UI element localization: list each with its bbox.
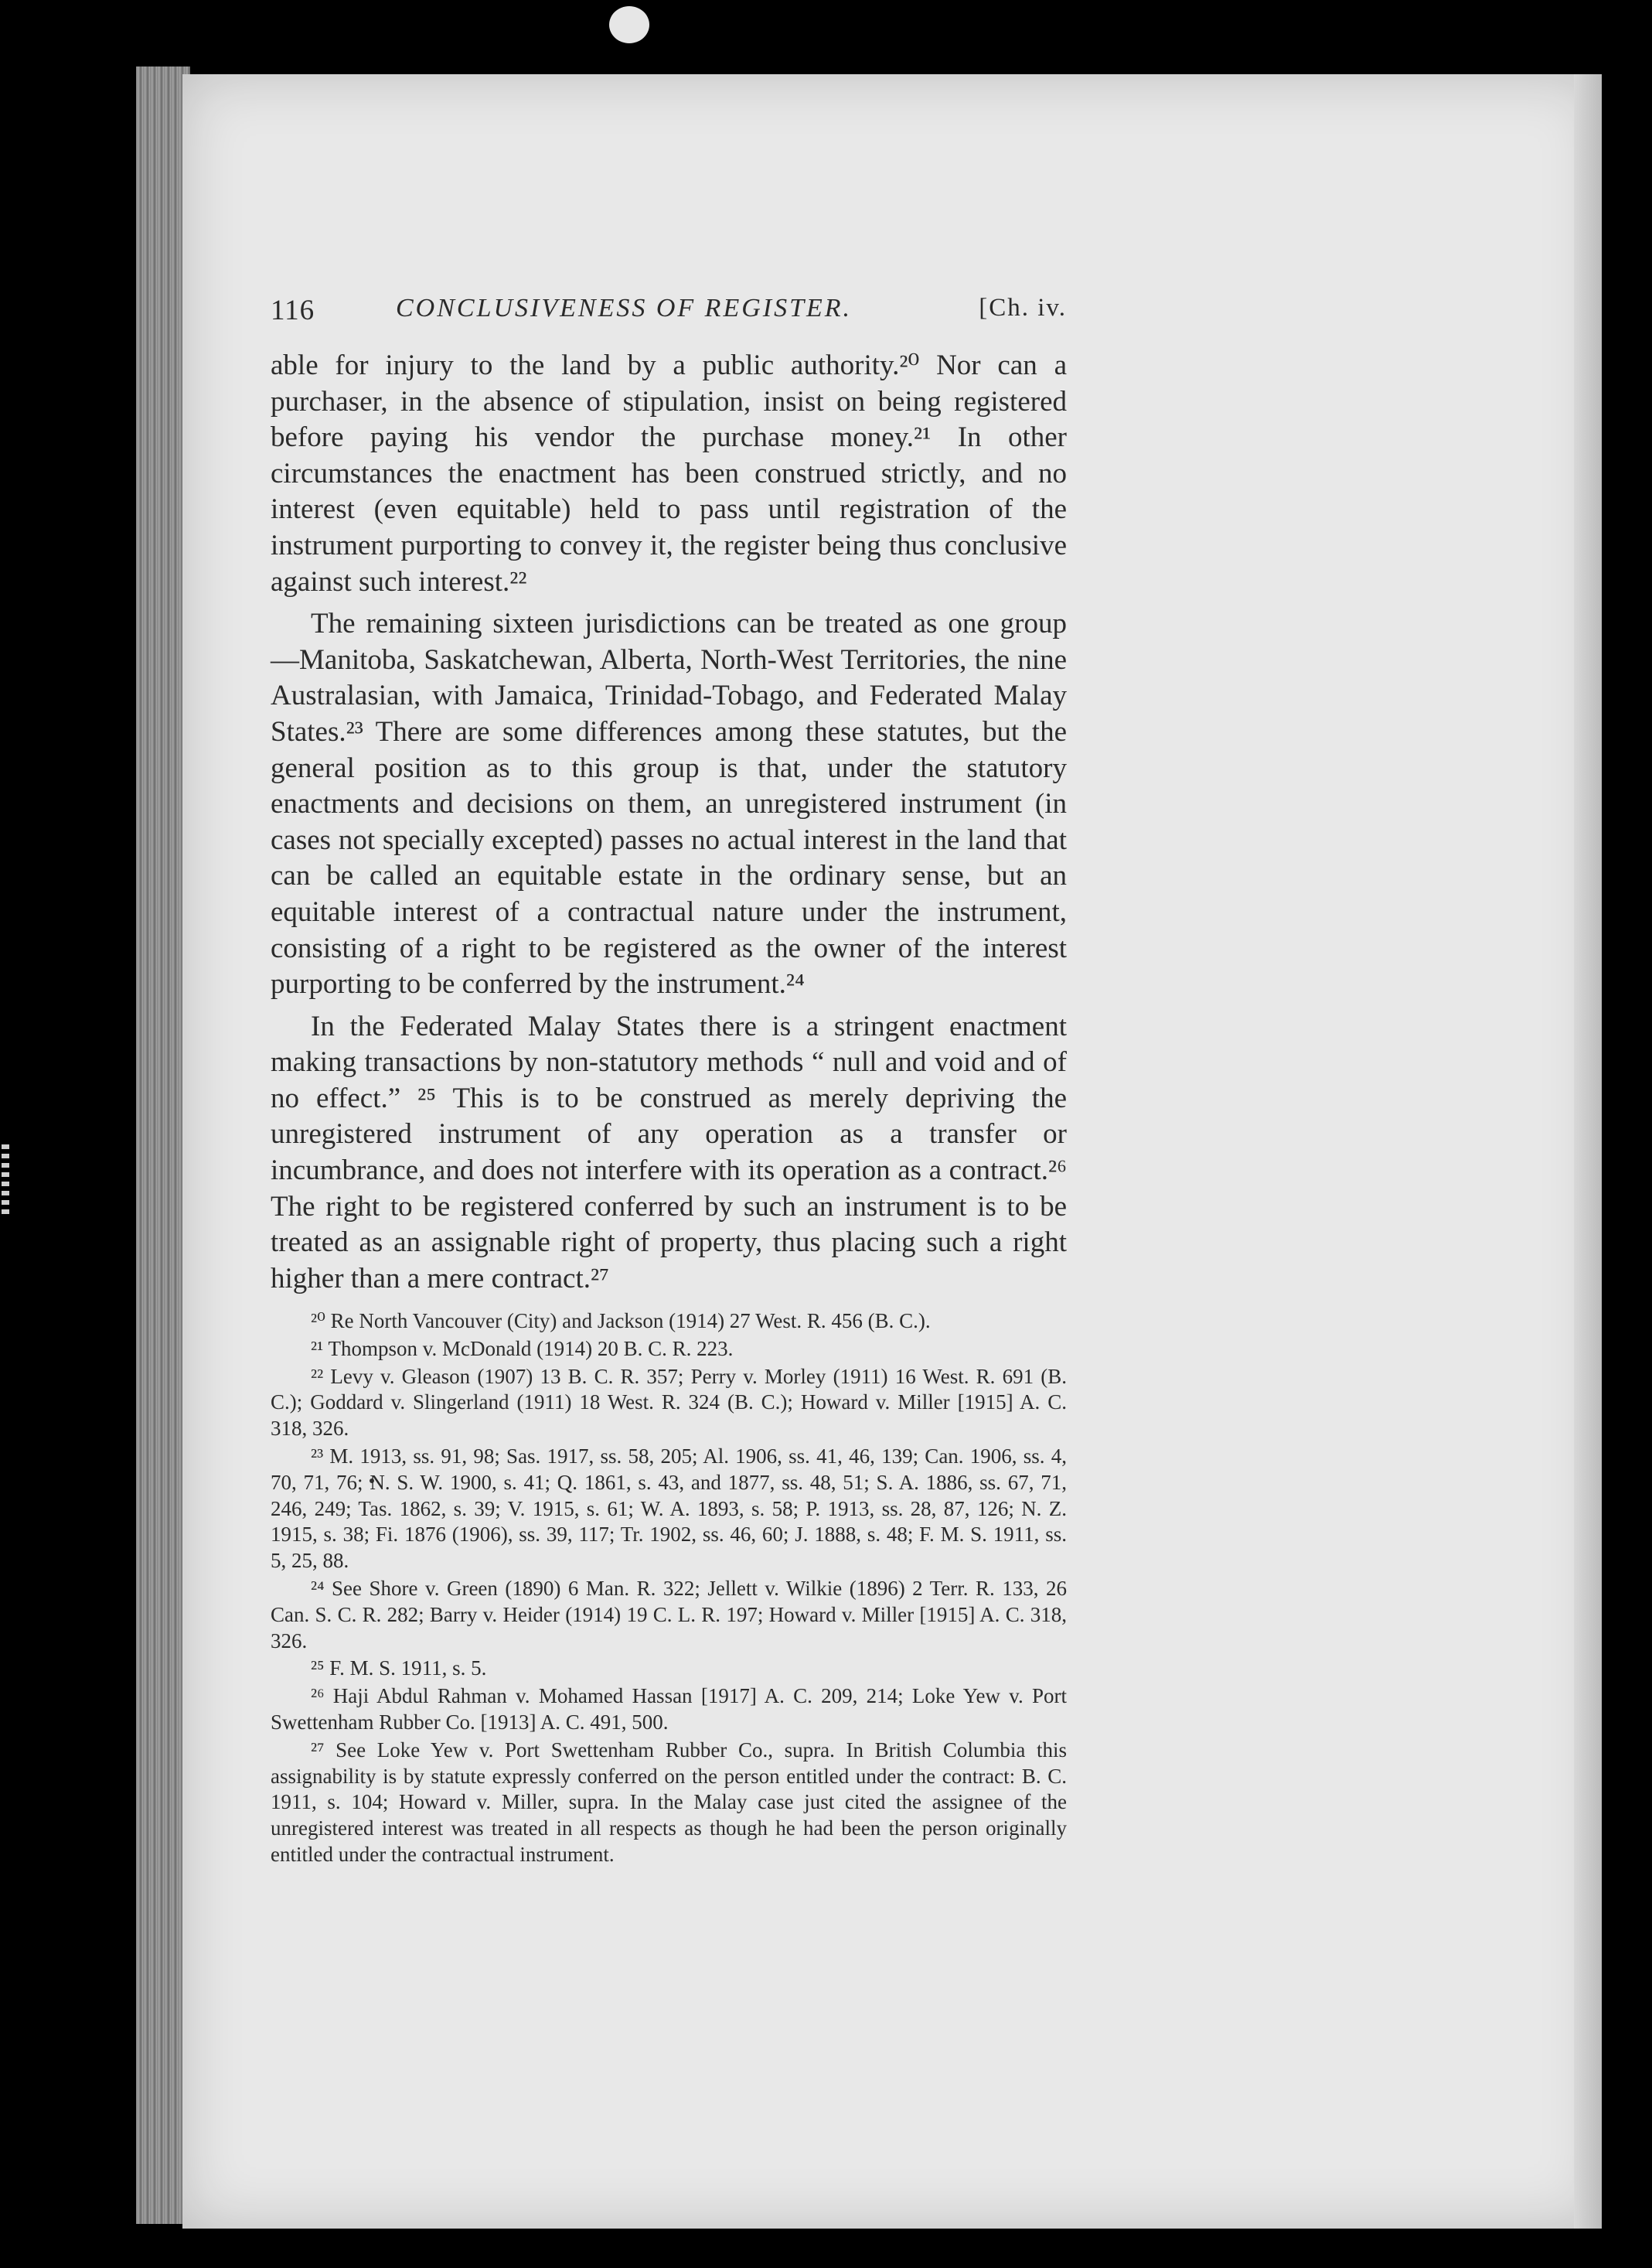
footnotes bbox=[271, 1308, 1067, 1870]
footnote-26: ²⁶ Haji Abdul Rahman v. Mohamed Hassan [1917] A. C. 209, 214; Loke Yew v. Port Swettenham Rubber Co. [1913] A. C. 491, 500. bbox=[271, 1684, 1067, 1734]
footnote-24: ²⁴ See Shore v. Green (1890) 6 Man. R. 322; Jellett v. Wilkie (1896) 2 Terr. R. 133, 26 Can. S. C. R. 282; Barry v. Heider (1914) 19 C. L. R. 197; Howard v. Miller [1915] A. C. 318, 326. bbox=[271, 1576, 1067, 1652]
footnote-27: ²⁷ See Loke Yew v. Port Swettenham Rubber Co., supra. In British Columbia this assignability is by statute expressly conferred on the person entitled under the contract: B. C. 1911, s. 104; Howard v. Miller, supra. In the Malay case just cited the assignee of the unregistered interest was treated in all respects as though he had been the person originally entitled under the contractual instrument. bbox=[271, 1738, 1067, 1866]
scan-edge-marks bbox=[2, 1144, 9, 1214]
chapter-reference: [Ch. iv. bbox=[979, 294, 1067, 322]
footnote-20: ²⁰ Re North Vancouver (City) and Jackson (1914) 27 West. R. 456 (B. C.). bbox=[311, 1309, 931, 1332]
body-text bbox=[271, 348, 1067, 1303]
page-right-edge bbox=[1574, 74, 1602, 2229]
footnote-22: ²² Levy v. Gleason (1907) 13 B. C. R. 357; Perry v. Morley (1911) 16 West. R. 691 (B. C.); Goddard v. Slingerland (1911) 18 West. R. 324 (B. C.); Howard v. Miller [1915] A. C. 318, 326. bbox=[271, 1364, 1067, 1441]
footnote-21: ²¹ Thompson v. McDonald (1914) 20 B. C. R. 223. bbox=[311, 1336, 734, 1360]
page-number: 116 bbox=[271, 295, 315, 326]
footnote-25: ²⁵ F. M. S. 1911, s. 5. bbox=[311, 1656, 487, 1680]
running-title: CONCLUSIVENESS OF REGISTER. bbox=[396, 294, 853, 322]
paragraph-1: able for injury to the land by a public authority.²⁰ Nor can a purchaser, in the absence of stipulation, insist on being registered before paying his vendor the purchase money.²¹ In other circumstances the enactment has been construed strictly, and no interest (even equitable) held to pass until registration of the instrument purporting to convey it, the register being thus conclusive against such interest.²² bbox=[271, 350, 1067, 598]
paragraph-3: In the Federated Malay States there is a stringent enactment making transactions by non-statutory methods “ null and void and of no effect.” ²⁵ This is to be construed as merely depriving the unregistered instrument of any operation as a transfer or incumbrance, and does not interfere with its operation as a contract.²⁶ The right to be registered conferred by such an instrument is to be treated as an assignable right of property, thus placing such a right higher than a mere contract.²⁷ bbox=[271, 1010, 1067, 1294]
footnote-23: ²³ M. 1913, ss. 91, 98; Sas. 1917, ss. 58, 205; Al. 1906, ss. 41, 46, 139; Can. 1906, ss. 4, 70, 71, 76; N. S. W. 1900, s. 41; Q. 1861, s. 43, and 1877, ss. 48, 51; S. A. 1886, ss. 67, 71, 246, 249; Tas. 1862, s. 39; V. 1915, s. 61; W. A. 1893, s. 58; P. 1913, ss. 28, 87, 126; N. Z. 1915, s. 38; Fi. 1876 (1906), ss. 39, 117; Tr. 1902, ss. 46, 60; J. 1888, s. 48; F. M. S. 1911, ss. 5, 25, 88. bbox=[271, 1444, 1067, 1573]
page-header bbox=[271, 294, 1075, 333]
paragraph-2: The remaining sixteen jurisdictions can be treated as one group —Manitoba, Saskatchewan, Alberta, North-West Territories, the nine Australasian, with Jamaica, Trinidad-Tobago, and Federated Malay States.²³ There are some differences among these statutes, but the general position as to this group is that, under the statutory enactments and decisions on them, an unregistered instrument (in cases not specially excepted) passes no actual interest in the land that can be called an equitable estate in the ordinary sense, but an equitable interest of a contractual nature under the instrument, consisting of a right to be registered as the owner of the interest purporting to be conferred by the instrument.²⁴ bbox=[271, 608, 1067, 1001]
scan-speck bbox=[609, 6, 649, 43]
